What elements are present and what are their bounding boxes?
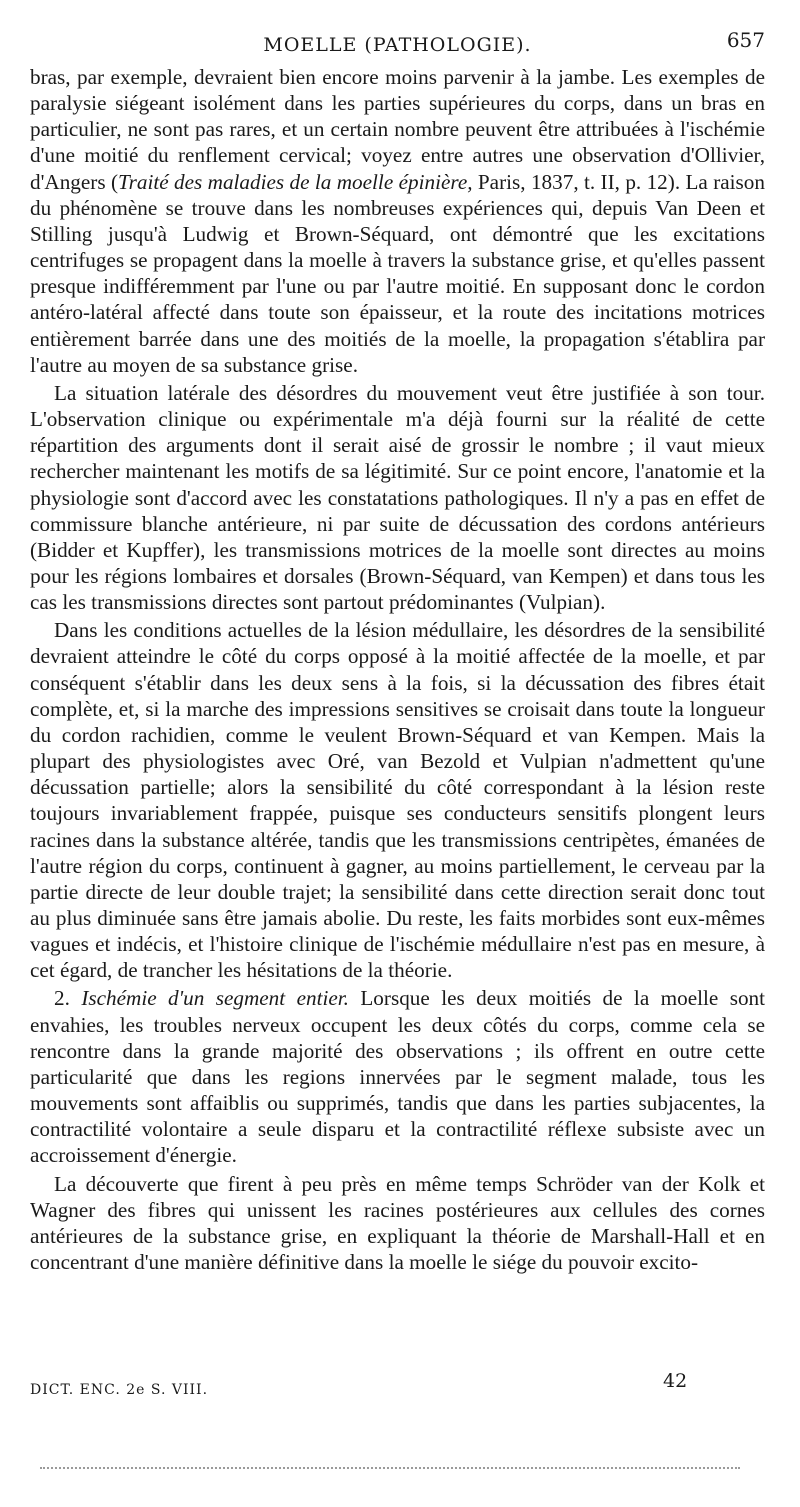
paragraph-continuation <box>30 64 765 378</box>
paragraph-text: bras, par exemple, devraient bien encore moins parvenir à la jambe. Les exemples de paralysie siégeant isolément dans les parties supérieures du corps, dans un bras en particulier, ne sont pas rares, et un certain nombre peuvent être attribuées à l'ischémie d'une moitié du renflement cervical; voyez entre autres une observation d'Ollivier, d'Angers ( <box>30 65 765 194</box>
cited-work-title: Traité des maladies de la moelle épinière, <box>118 169 473 194</box>
paragraph <box>30 380 765 615</box>
scan-artifact-line <box>40 1467 740 1469</box>
section-heading: Ischémie d'un segment entier. <box>81 986 349 1011</box>
paragraph-text: La découverte que firent à peu près en même temps Schröder van der Kolk et Wagner des fibres qui unissent les racines postérieures aux cellules des cornes antérieures de la substance grise, en expliquant la théorie de Marshall-Hall et en concentrant d'une manière définitive dans la moelle le siége du pouvoir excito- <box>30 1171 765 1275</box>
page <box>30 28 765 1275</box>
running-title: MOELLE (PATHOLOGIE). <box>263 34 532 56</box>
paragraph <box>30 617 765 983</box>
paragraph-section-2 <box>30 985 765 1168</box>
paragraph-text: Dans les conditions actuelles de la lésion médullaire, les désordres de la sensibilité devraient atteindre le côté du corps opposé à la moitié affectée de la moelle, et par conséquent s'établir dans les deux sens à la fois, si la décussation des fibres était complète, et, si la marche des impressions sensitives se croisait dans toute la longueur du cordon rachidien, comme le veulent Brown-Séquard et van Kempen. Mais la plupart des physiologistes avec Oré, van Bezold et Vulpian n'admettent qu'une décussation partielle; alors la sensibilité du côté correspondant à la lésion reste toujours invariablement frappée, puisque ses conducteurs sensitifs plongent leurs racines dans la substance altérée, tandis que les transmissions centripètes, émanées de l'autre région du corps, continuent à gagner, au moins partiellement, le cerveau par la partie directe de leur double trajet; la sensibilité dans cette direction serait donc tout au plus diminuée sans être jamais abolie. Du reste, les faits morbides sont eux-mêmes vagues et indécis, et l'histoire clinique de l'ischémie médullaire n'est pas en mesure, à cet égard, de trancher les hésitations de la théorie. <box>30 618 765 983</box>
paragraph-text: La situation latérale des désordres du mouvement veut être justifiée à son tour. L'observation clinique ou expérimentale m'a déjà fourni sur la réalité de cette répartition des arguments dont il serait aisé de grossir le nombre ; il vaut mieux rechercher maintenant les motifs de sa légitimité. Sur ce point encore, l'anatomie et la physiologie sont d'accord avec les constatations pathologiques. Il n'y a pas en effet de commissure blanche antérieure, ni par suite de décussation des cordons antérieurs (Bidder et Kupffer), les transmissions motrices de la moelle sont directes au moins pour les régions lombaires et dorsales (Brown-Séquard, van Kempen) et dans tous les cas les transmissions directes sont partout prédominantes (Vulpian). <box>30 380 765 615</box>
section-number: 2. <box>54 986 70 1011</box>
page-number: 657 <box>726 28 765 52</box>
article-body <box>30 64 765 1275</box>
sheet-number: 42 <box>663 1370 688 1392</box>
page-header <box>30 28 765 64</box>
paragraph-text: Lorsque les deux moitiés de la moelle sont envahies, les troubles nerveux occupent les deux côtés du corps, comme cela se rencontre dans la grande majorité des observations ; ils offrent en outre cette particularité que dans les regions innervées par le segment malade, tous les mouvements sont affaiblis ou supprimés, tandis que dans les parties subjacentes, la contractilité volontaire a seule disparu et la contractilité réflexe subsiste avec un accroissement d'énergie. <box>30 986 766 1168</box>
printer-signature: DICT. ENC. 2e S. VIII. <box>30 1382 209 1398</box>
paragraph-text: Paris, 1837, t. II, p. 12). La raison du phénomène se trouve dans les nombreuses expériences qui, depuis Van Deen et Stilling jusqu'à Ludwig et Brown-Séquard, ont démontré que les excitations centrifuges se propagent dans la moelle à travers la substance grise, et qu'elles passent presque indifféremment par l'une ou par l'autre moitié. En supposant donc le cordon antéro-latéral affecté dans toute son épaisseur, et la route des incitations motrices entièrement barrée dans une des moitiés de la moelle, la propagation s'établira par l'autre au moyen de sa substance grise. <box>30 169 765 377</box>
paragraph <box>30 1171 765 1276</box>
